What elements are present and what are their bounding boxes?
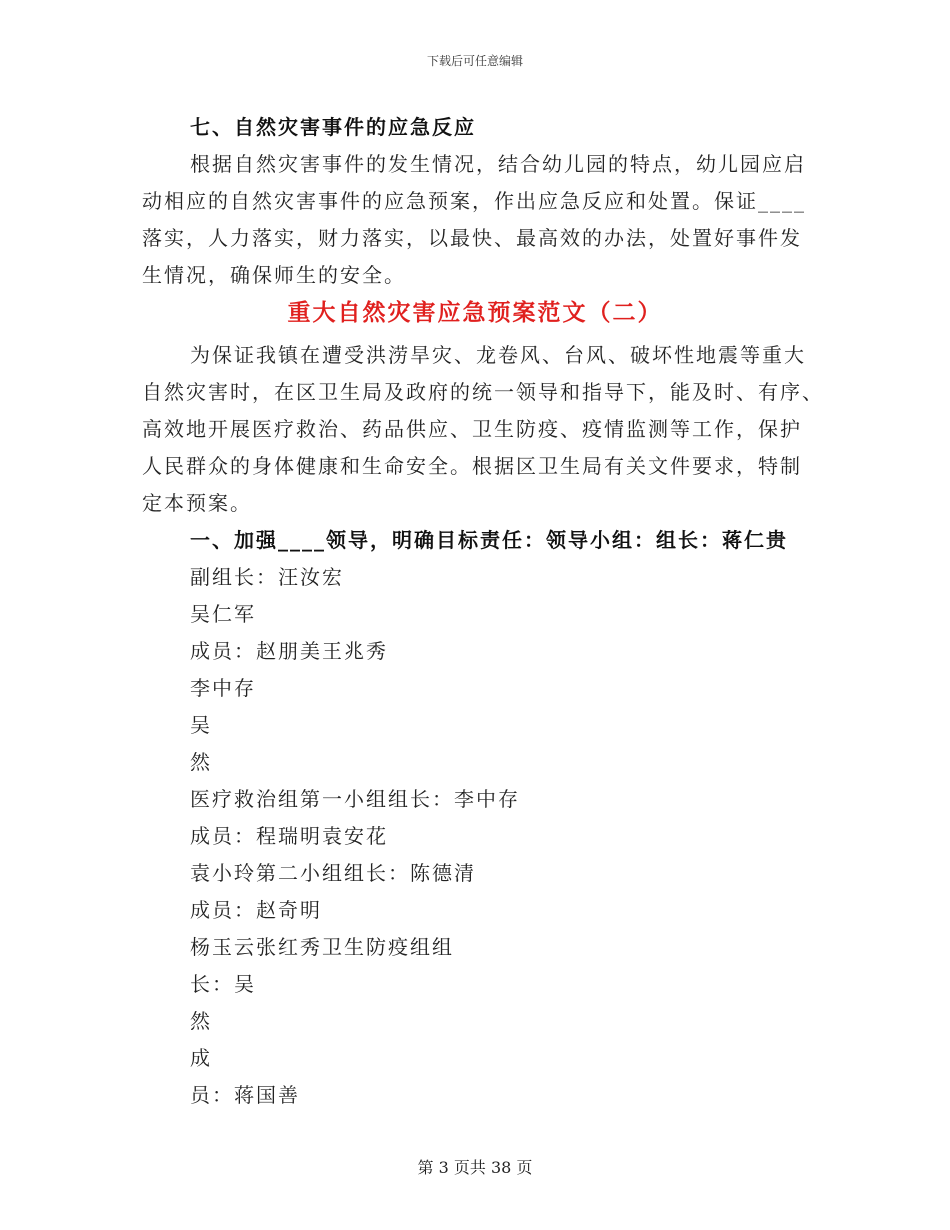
page-header-note: 下载后可任意编辑 — [426, 54, 523, 68]
section-1-line: 副组长：汪汝宏 — [190, 565, 344, 589]
section-7-line-3: 落实，人力落实，财力落实，以最快、最高效的办法，处置好事件发 — [142, 226, 802, 250]
section-1-line: 然 — [190, 1009, 212, 1033]
document-title: 重大自然灾害应急预案范文（二） — [287, 299, 663, 326]
section-1-line: 成员：程瑞明袁安花 — [190, 824, 388, 848]
section-1-line: 杨玉云张红秀卫生防疫组组 — [190, 935, 454, 959]
section-1-line: 员：蒋国善 — [190, 1083, 300, 1107]
section-1-line: 成员：赵朋美王兆秀 — [190, 639, 388, 663]
section-7-heading: 七、自然灾害事件的应急反应 — [190, 115, 476, 139]
section-1-line: 长：吴 — [190, 972, 256, 996]
intro-line-3: 高效地开展医疗救治、药品供应、卫生防疫、疫情监测等工作，保护 — [142, 417, 802, 441]
intro-line-4: 人民群众的身体健康和生命安全。根据区卫生局有关文件要求，特制 — [142, 454, 802, 478]
section-1-line: 成员：赵奇明 — [190, 898, 322, 922]
section-7-line-2: 动相应的自然灾害事件的应急预案，作出应急反应和处置。保证____ — [142, 189, 806, 213]
section-1-line: 医疗救治组第一小组组长：李中存 — [190, 787, 520, 811]
section-1-line: 吴 — [190, 713, 212, 737]
section-7-line-1: 根据自然灾害事件的发生情况，结合幼儿园的特点，幼儿园应启 — [190, 152, 806, 176]
section-1-heading: 一、加强____领导，明确目标责任：领导小组：组长：蒋仁贵 — [190, 528, 788, 552]
section-1-line: 李中存 — [190, 676, 256, 700]
section-1-line: 然 — [190, 750, 212, 774]
section-1-line: 袁小玲第二小组组长：陈德清 — [190, 861, 476, 885]
intro-line-1: 为保证我镇在遭受洪涝旱灾、龙卷风、台风、破坏性地震等重大 — [190, 343, 806, 367]
intro-line-5: 定本预案。 — [142, 491, 252, 515]
section-1-line: 吴仁军 — [190, 602, 256, 626]
section-1-line: 成 — [190, 1046, 212, 1070]
section-7-line-4: 生情况，确保师生的安全。 — [142, 263, 406, 287]
intro-line-2: 自然灾害时，在区卫生局及政府的统一领导和指导下，能及时、有序、 — [142, 380, 824, 404]
page-footer-page-number: 第 3 页共 38 页 — [417, 1158, 533, 1177]
